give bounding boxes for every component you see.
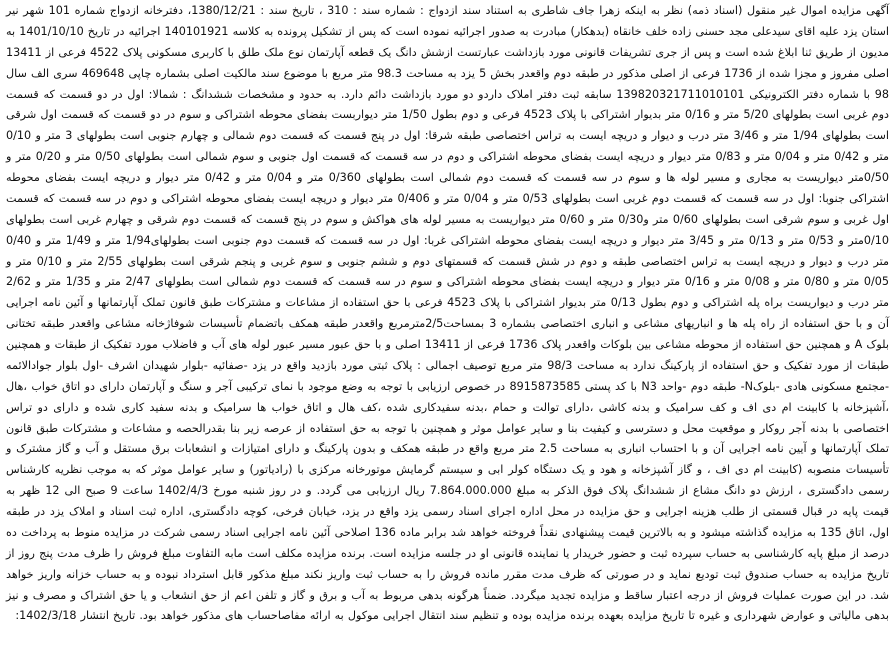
auction-notice-body: آگهی مزایده اموال غیر منقول (اسناد ذمه) نظر به اینکه زهرا جاف شاطری به استناد سند ازدواج : شماره سند : 310 ، تاریخ سند : 1380/12/21، دفترخانه ازدواج شماره 101 شهر نیر استان یزد علیه اقای سیدعلی مجد حسنی زاده خلف خانقاه (بدهکار) مبادرت به صدور اجرائیه نموده است که پس از تشکیل پرونده به کلاسه 140101921 اجرائیه در تاریخ 1401/10/10 به مدیون از طریق ثنا ابلاغ شده است و پس از جری تشریفات قانونی مورد بازداشت عبارتست ازشش دانگ یک قطعه آپارتمان نوع ملک طلق با کاربری مسکونی پلاک 4522 فرعی از 13411 اصلی مفروز و مجزا شده از 1736 فرعی از اصلی مذکور در طبقه دوم واقعدر بخش 5 یزد به مساحت 98.3 متر مربع با موضوع سند مالکیت اصلی بشماره چاپی 469648 سری الف سال 98 با شماره دفتر الکترونیکی 139820321711010101 سابقه ثبت دفتر املاک داردو دو مورد بازداشت دائم دارد. به حدود و مشخصات ششدانگ : شمالا: اول در دو قسمت که قسمت دوم غربی است بطولهای 5/20 متر و 0/16 متر بدیوار اشتراکی با پلاک 4523 فرعی و دوم بطول 1/50 متر دیواربست بفضای محوطه اشتراکی و سوم در دو قسمت که قسمت اول شرقی است بطولهای 1/94 متر و 3/46 متر درب و دیوار و دریچه ایست به تراس اختصاصی طبقه شرقا: اول در پنج قسمت که قسمت دوم شمالی و چهارم جنوبی است بطولهای 3 متر و 0/10 متر و 0/42 متر و 0/04 متر و 0/83 متر دیوار و دریچه ایست بفضای محوطه اشتراکی و دوم در سه قسمت که قسمت اول جنوبی و سوم شمالی است بطولهای 0/50 متر و 0/20 متر و 0/50متر دیواریست به مجاری و مسیر لوله ها و سوم در سه قسمت که قسمت دوم شمالی است بطولهای 0/360 متر و 0/04 متر و 0/42 متر دیوار و دریچه ایست بفضای محوطه اشتراکی جنوبا: اول در سه قسمت که قسمت دوم غربی است بطولهای 0/53 متر و 0/04 متر و 0/406 متر دیوار و دریچه ایست بفضای محوطه اشتراکی و دوم در سه قسمت که قسمت اول غربی و سوم شرقی است بطولهای 0/60 متر و0/30 متر و 0/60 متر دیواریست به مسیر لوله های هواکش و سوم در پنج قسمت که قسمت دوم شرقی و چهارم غربی است بطولهای 0/10متر و 0/53 متر و 0/13 متر و 3/45 متر دیوار و دریچه ایست بفضای محوطه اشتراکی غربا: اول در سه قسمت که قسمت دوم جنوبی است بطولهای1/94 متر و 1/49 متر و 0/40 متر درب و دیوار و دریچه ایست به تراس اختصاصی طبقه و دوم در شش قسمت که قسمتهای دوم و ششم جنوبی و سوم غربی و پنجم شرقی است بطولهای 2/55 متر و 0/10 متر و 0/05 متر و 0/80 متر و 0/08 متر و 0/16 متر دیوار و دریچه ایست بفضای محوطه اشتراکی و سوم در سه قسمت که قسمت دوم شمالی است بطولهای 2/47 متر و 1/35 متر و 2/62 متر درب و دیواریست براه پله اشتراکی و دوم بطول 0/13 متر بدیوار اشتراکی با پلاک 4523 فرعی با حق استفاده از مشاعات و مشترکات طبق قانون تملک آپارتمانها و آئین نامه اجرایی آن و با حق استفاده از راه پله ها و انباریهای مشاعی و انباری اختصاصی بشماره 3 بمساحت2/5مترمربع واقعدر طبقه همکف باتضمام تأسیسات شوفاژخانه مشاعی واقعدر طبقه تختانی بلوک A و همچنین حق استفاده از محوطه مشاعی بین بلوکات واقعدر پلاک 1736 فرعی از 13411 اصلی و با حق عبور مسیر عبور لوله های آب و فاضلاب مورد تفکیک از طبقات و همچنین طبقات از مورد تفکیک و حق استفاده از پارکینگ ندارد به مساحت 98/3 متر مربع توصیف اجمالی : پلاک ثبتی مورد بازدید واقع در یزد -صفائیه -بلوار شهیدان اشرف -اول بلوار جوادالائمه -مجتمع مسکونی هادی -بلوکN- طبقه دوم -واحد N3 با کد پستی 8915873585 در خصوص ارزیابی با توجه به وضع موجود با نمای ترکیبی آجر و سنگ و آپارتمان دارای دو اتاق خواب ،هال ،آشپزخانه با کابینت ام دی اف و کف سرامیک و بدنه کاشی ،دارای توالت و حمام ،بدنه سفیدکاری شده ،کف هال و اتاق خواب ها سرامیک و بدنه سفید کاری شده و دارای دو تراس اختصاصی با بدنه آجر روکار و موقعیت محل و دسترسی و کیفیت بنا و سایر عوامل موثر و همچنین با توجه به حق استفاده از عرصه زیر بنا بقدرالحصه و مشاعات و مشترکات طبق قانون تملک آپارتمانها و آیین نامه اجرایی آن و با احتساب انباری به مساحت 2.5 متر مربع واقع در طبقه همکف و بدون پارکینگ و دارای امتیازات و انشعابات برق مستقل و آب و گاز مشترک و تأسیسات منصوبه (کابینت ام دی اف ، و گاز آشپزخانه و هود و یک دستگاه کولر ابی و سیستم گرمایش موتورخانه مرکزی با (رادیاتور) و سایر عوامل موثر که به موجب نظریه کارشناس رسمی دادگستری ، ارزش دو دانگ مشاع از ششدانگ پلاک فوق الذکر به مبلغ 7.864.000.000 ریال ارزیابی می گردد. و در روز شنبه مورخ 1402/4/3 ساعت 9 صبح الی 12 ظهر به قیمت پایه در قبال قسمتی از طلب هزینه اجرایی و حق مزایده در محل اداره اجرای اسناد رسمی یزد واقع در یزد، خیابان فرخی، کوچه دادگستری، اداره ثبت اسناد و املاک یزد در طبقه اول، اتاق 135 به مزایده گذاشته میشود و به بالاترین قیمت پیشنهادی نقداً فروخته خواهد شد برابر ماده 136 اصلاحی آئین نامه اجرایی اسناد رسمی شرکت در مزایده منوط به پرداخت ده درصد از مبلغ پایه کارشناسی به حساب سپرده ثبت و حضور خریدار یا نماینده قانونی او در جلسه مزایده است. برنده مزایده مکلف است مابه التفاوت مبلغ فروش را ظرف مدت پنج روز از تاریخ مزایده به حساب صندوق ثبت تودیع نماید و در صورتی که ظرف مدت مقرر مانده فروش را به حساب ثبت واریز نکند مبلغ مذکور قابل استرداد نبوده و به حساب خزانه واریز خواهد شد. در این صورت عملیات فروش از درجه اعتبار ساقط و مزایده تجدید میگردد. ضمناً هرگونه بدهی مربوط به آب و برق و گاز و تلفن اعم از حق انشعاب و یا حق اشتراک و مصرف و نیز بدهی مالیاتی و عوارض شهرداری و غیره تا تاریخ مزایده بعهده برنده مزایده بوده و تنظیم سند انتقال اجرایی موکول به ارائه مفاصاحساب های مذکور خواهد بود. تاریخ انتشار 1402/3/18: [6, 4, 890, 623]
